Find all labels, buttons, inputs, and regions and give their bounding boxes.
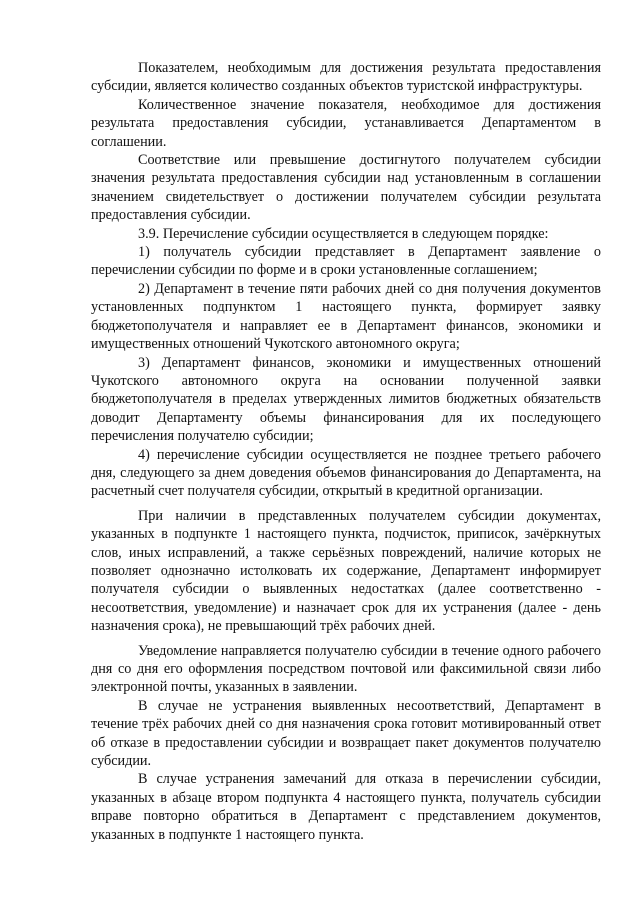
paragraph-indicator-value: Количественное значение показателя, необходимое для достижения результата предоставления субсидии, устанавливается Департаментом в соглашении.	[91, 96, 601, 150]
paragraph-step-4: 4) перечисление субсидии осуществляется не позднее третьего рабочего дня, следующего за днем доведения объемов финансирования до Департамента, на расчетный счет получателя субсидии, открытый в кредитной организации.	[91, 446, 601, 500]
paragraph-resubmission: В случае устранения замечаний для отказа в перечислении субсидии, указанных в абзаце втором подпункта 4 настоящего пункта, получатель субсидии вправе повторно обратиться в Департамент с представлением документов, указанных в подпункте 1 настоящего пункта.	[91, 771, 601, 843]
paragraph-step-1: 1) получатель субсидии представляет в Департамент заявление о перечислении субсидии по форме и в сроки установленные соглашением;	[91, 244, 601, 279]
paragraph-3-9-heading: 3.9. Перечисление субсидии осуществляется в следующем порядке:	[138, 225, 549, 242]
paragraph-deficiencies: При наличии в представленных получателем субсидии документах, указанных в подпункте 1 настоящего пункта, подчисток, приписок, зачёркнутых слов, иных исправлений, а также серьёзных повреждений, наличие которых не позволяет однозначно истолковать их содержание, Департамент информирует получателя субсидии о выявленных недостатках (далее соответственно - несоответствия, уведомление) и назначает срок для их устранения (далее - день назначения срока), не превышающий трёх рабочих дней.	[91, 507, 601, 635]
paragraph-refusal: В случае не устранения выявленных несоответствий, Департамент в течение трёх рабочих дней со дня назначения срока готовит мотивированный ответ об отказе в предоставлении субсидии и возвращает пакет документов получателю субсидии.	[91, 697, 601, 770]
paragraph-indicator: Показателем, необходимым для достижения результата предоставления субсидии, является количество созданных объектов туристской инфраструктуры.	[91, 60, 601, 95]
document-body	[91, 59, 601, 844]
paragraph-step-2: 2) Департамент в течение пяти рабочих дней со дня получения документов установленных подпунктом 1 настоящего пункта, формирует заявку бюджетополучателя и направляет ее в Департамент финансов, экономики и имущественных отношений Чукотского автономного округа;	[91, 280, 601, 353]
paragraph-notification: Уведомление направляется получателю субсидии в течение одного рабочего дня со дня его оформления посредством почтовой или факсимильной связи либо электронной почты, указанных в заявлении.	[91, 642, 601, 696]
paragraph-result-achievement: Соответствие или превышение достигнутого получателем субсидии значения результата предоставления субсидии над установленным в соглашении значением свидетельствует о достижении получателем субсидии результата предоставления субсидии.	[91, 152, 601, 224]
paragraph-step-3: 3) Департамент финансов, экономики и имущественных отношений Чукотского автономного округа на основании полученной заявки бюджетополучателя в пределах утвержденных лимитов бюджетных обязательств доводит Департаменту объемы финансирования для их последующего перечисления получателю субсидии;	[91, 354, 601, 445]
